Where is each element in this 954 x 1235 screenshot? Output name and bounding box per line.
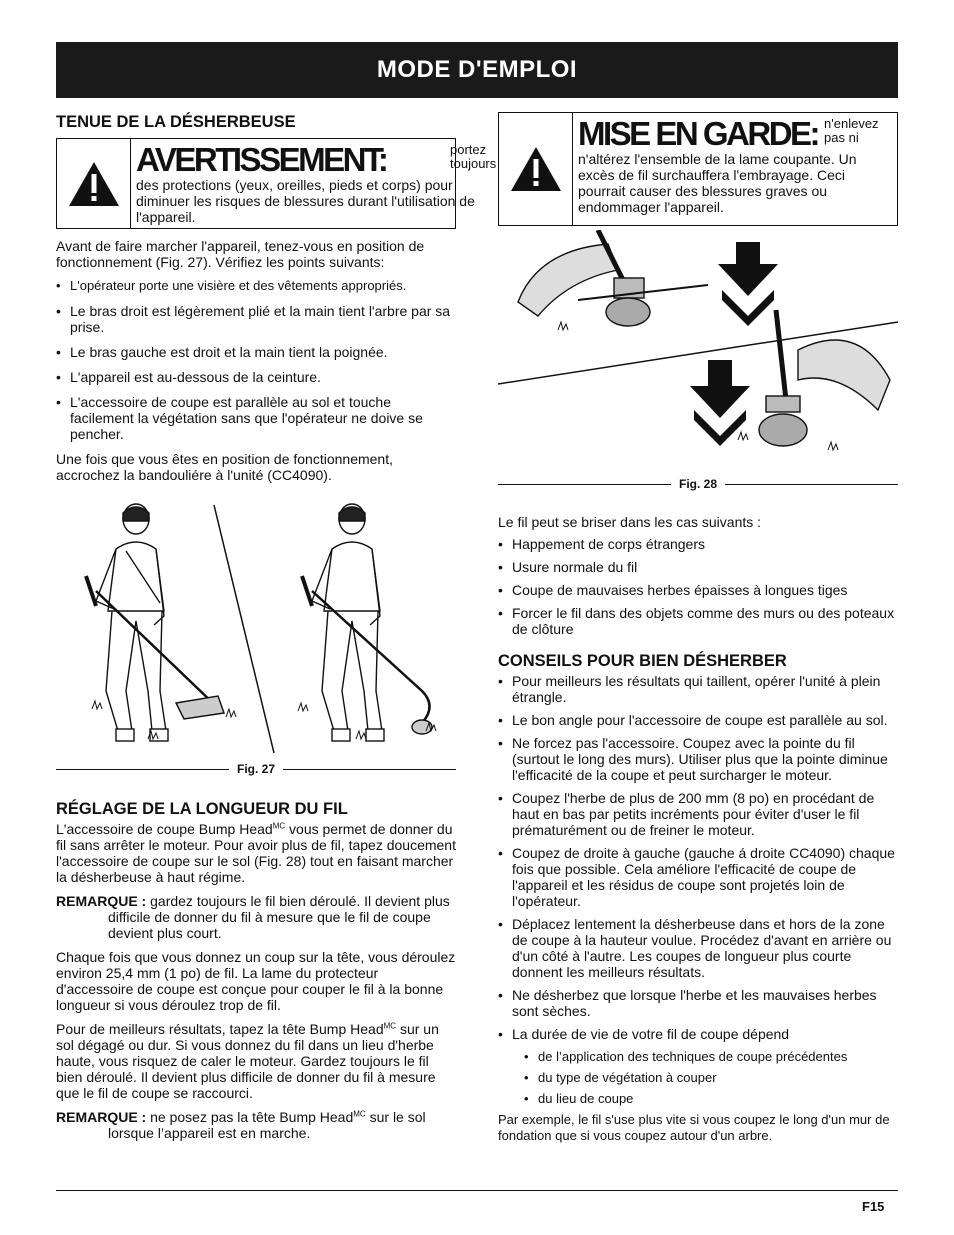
heading-conseils: CONSEILS POUR BIEN DÉSHERBER bbox=[498, 652, 787, 670]
list-item: • du lieu de coupe bbox=[498, 1091, 898, 1107]
list-item: • L'opérateur porte une visière et des vêtements appropriés. bbox=[56, 278, 456, 294]
figure-28 bbox=[498, 230, 898, 484]
list-item: • Coupe de mauvaises herbes épaisses à longues tiges bbox=[498, 582, 898, 598]
right-column bbox=[498, 112, 898, 1152]
list-item: • Usure normale du fil bbox=[498, 559, 898, 575]
break-causes-list bbox=[498, 536, 898, 637]
note-label: REMARQUE : bbox=[56, 1109, 147, 1125]
list-item: • La durée de vie de votre fil de coupe dépend bbox=[498, 1026, 898, 1042]
note-text: sur le sol lorsque l’appareil est en marche. bbox=[108, 1109, 426, 1141]
heading-tenue: TENUE DE LA DÉSHERBEUSE bbox=[56, 113, 296, 131]
text-run: Pour de meilleurs résultats, tapez la tête Bump Head bbox=[56, 1021, 384, 1037]
note-text: ne posez pas la tête Bump Head bbox=[146, 1109, 354, 1125]
warning-text-b: des protections (yeux, oreilles, pieds et corps) pour diminuer les risques de blessures durant l'utilisation de l'appareil. bbox=[136, 177, 475, 225]
caption-rule bbox=[283, 769, 456, 770]
fig27-label: Fig. 27 bbox=[237, 762, 276, 776]
warning-triangle-icon bbox=[57, 139, 131, 228]
note-label: REMARQUE : bbox=[56, 893, 147, 909]
list-item: • Déplacez lentement la désherbeuse dans et hors de la zone de coupe à la hauteur voulue. Procédez d'avant en arrière ou d'un côté à l'autre. Les coupes de longueur plus courte donnent les meilleurs résultats. bbox=[498, 916, 898, 980]
list-item: • Le bras gauche est droit et la main tient la poignée. bbox=[56, 344, 456, 360]
note-2 bbox=[56, 1109, 456, 1141]
list-item: • de l’application des techniques de coupe précédentes bbox=[498, 1049, 898, 1065]
fig28-label: Fig. 28 bbox=[679, 477, 718, 491]
note-1 bbox=[56, 893, 456, 941]
list-item: • Ne désherbez que lorsque l'herbe et les mauvaises herbes sont sèches. bbox=[498, 987, 898, 1019]
operator-illustration bbox=[56, 491, 456, 767]
warning-text-a: portez toujours bbox=[450, 142, 497, 171]
harness-text: Une fois que vous êtes en position de fonctionnement, accrochez la bandouliére à l'unité (CC4090). bbox=[56, 451, 393, 483]
position-checklist bbox=[56, 278, 456, 442]
list-item: • Ne forcez pas l'accessoire. Coupez avec la pointe du fil (surtout le long des murs). Utiliser plus que la pointe diminue l'efficacité de la coupe et peut surcharger le moteur. bbox=[498, 735, 898, 783]
note-text: gardez toujours le fil bien déroulé. Il devient plus difficile de donner du fil à mesure que le fil de coupe devient plus court. bbox=[108, 893, 450, 941]
list-item: • Happement de corps étrangers bbox=[498, 536, 898, 552]
list-item: • du type de végétation à couper bbox=[498, 1070, 898, 1086]
list-item: • Le bras droit est légèrement plié et la main tient l'arbre par sa prise. bbox=[56, 303, 456, 335]
warning-box bbox=[56, 138, 497, 229]
page-number: F15 bbox=[862, 1199, 885, 1214]
caution-text-b: n'altérez l'ensemble de la lame coupante. Un excès de fil surchauffera l'embrayage. Ceci pourrait causer des blessures graves ou endommager l'appareil. bbox=[578, 151, 857, 215]
banner-title: MODE D'EMPLOI bbox=[376, 56, 578, 83]
bump-head-illustration bbox=[498, 230, 898, 484]
left-column bbox=[56, 112, 497, 1149]
figure-27 bbox=[56, 491, 456, 767]
caption-rule bbox=[56, 769, 229, 770]
list-item: • L'appareil est au-dessous de la ceinture. bbox=[56, 369, 456, 385]
heading-reglage: RÉGLAGE DE LA LONGUEUR DU FIL bbox=[56, 800, 348, 818]
closing-text: Par exemple, le fil s'use plus vite si vous coupez le long d'un mur de fondation que si vous coupez autour d'un arbre. bbox=[498, 1112, 890, 1143]
text-run: sur un sol dégagé ou dur. Si vous donnez du fil dans un lieu d'herbe haute, vous risquez de caler le moteur. Gardez toujours le fil bien déroulé. Il devient plus difficile de donner du fil à mesure que le fil de coupe se raccourci. bbox=[56, 1021, 439, 1101]
intro-text: Avant de faire marcher l'appareil, tenez-vous en position de fonctionnement (Fig. 27). Vérifiez les points suivants: bbox=[56, 238, 425, 270]
caution-text-a: n'enlevez pas ni bbox=[824, 116, 879, 145]
warning-label: AVERTISSEMENT: bbox=[136, 141, 387, 178]
tips-list bbox=[498, 673, 898, 1042]
list-item: • Pour meilleurs les résultats qui taillent, opérer l'unité à plein étrangle. bbox=[498, 673, 898, 705]
trademark-sup: MC bbox=[272, 821, 286, 831]
list-item: • Coupez de droite à gauche (gauche á droite CC4090) chaque fois que possible. Cela améliore l'efficacité de coupe de l'appareil et les résidus de coupe sont projetés loin de l'opérateur. bbox=[498, 845, 898, 909]
best-results-para bbox=[56, 1021, 456, 1101]
trademark-sup: MC bbox=[383, 1021, 397, 1031]
section-banner bbox=[56, 42, 898, 98]
text-run: vous permet de donner du fil sans arrêter le moteur. Pour avoir plus de fil, tapez doucement l'accessoire de coupe sur le sol (Fig. 28) tout en faisant marcher la désherbeuse à haut régime. bbox=[56, 821, 456, 885]
sub-list bbox=[498, 1049, 898, 1107]
break-intro: Le fil peut se briser dans les cas suivants : bbox=[498, 514, 762, 530]
list-item: • Coupez l'herbe de plus de 200 mm (8 po) en procédant de haut en bas par petits incréments pour éviter d'user le fil prématurément ou de freiner le moteur. bbox=[498, 790, 898, 838]
caution-box bbox=[498, 112, 898, 226]
line-length-para: Chaque fois que vous donnez un coup sur la tête, vous déroulez environ 25,4 mm (1 po) de fil. La lame du protecteur d'accessoire de coupe est conçue pour couper le fil à la bonne longueur si vous déroulez trop de fil. bbox=[56, 949, 456, 1013]
text-run: L'accessoire de coupe Bump Head bbox=[56, 821, 273, 837]
list-item: • Forcer le fil dans des objets comme des murs ou des poteaux de clôture bbox=[498, 605, 898, 637]
list-item: • Le bon angle pour l'accessoire de coupe est parallèle au sol. bbox=[498, 712, 898, 728]
bump-head-para bbox=[56, 821, 456, 885]
footer-rule bbox=[56, 1190, 898, 1191]
caution-triangle-icon bbox=[499, 113, 573, 225]
list-item: • L'accessoire de coupe est parallèle au sol et touche facilement la végétation sans que l'opérateur ne doive se pencher. bbox=[56, 394, 456, 442]
trademark-sup: MC bbox=[353, 1109, 366, 1119]
caution-label: MISE EN GARDE: bbox=[578, 115, 819, 152]
